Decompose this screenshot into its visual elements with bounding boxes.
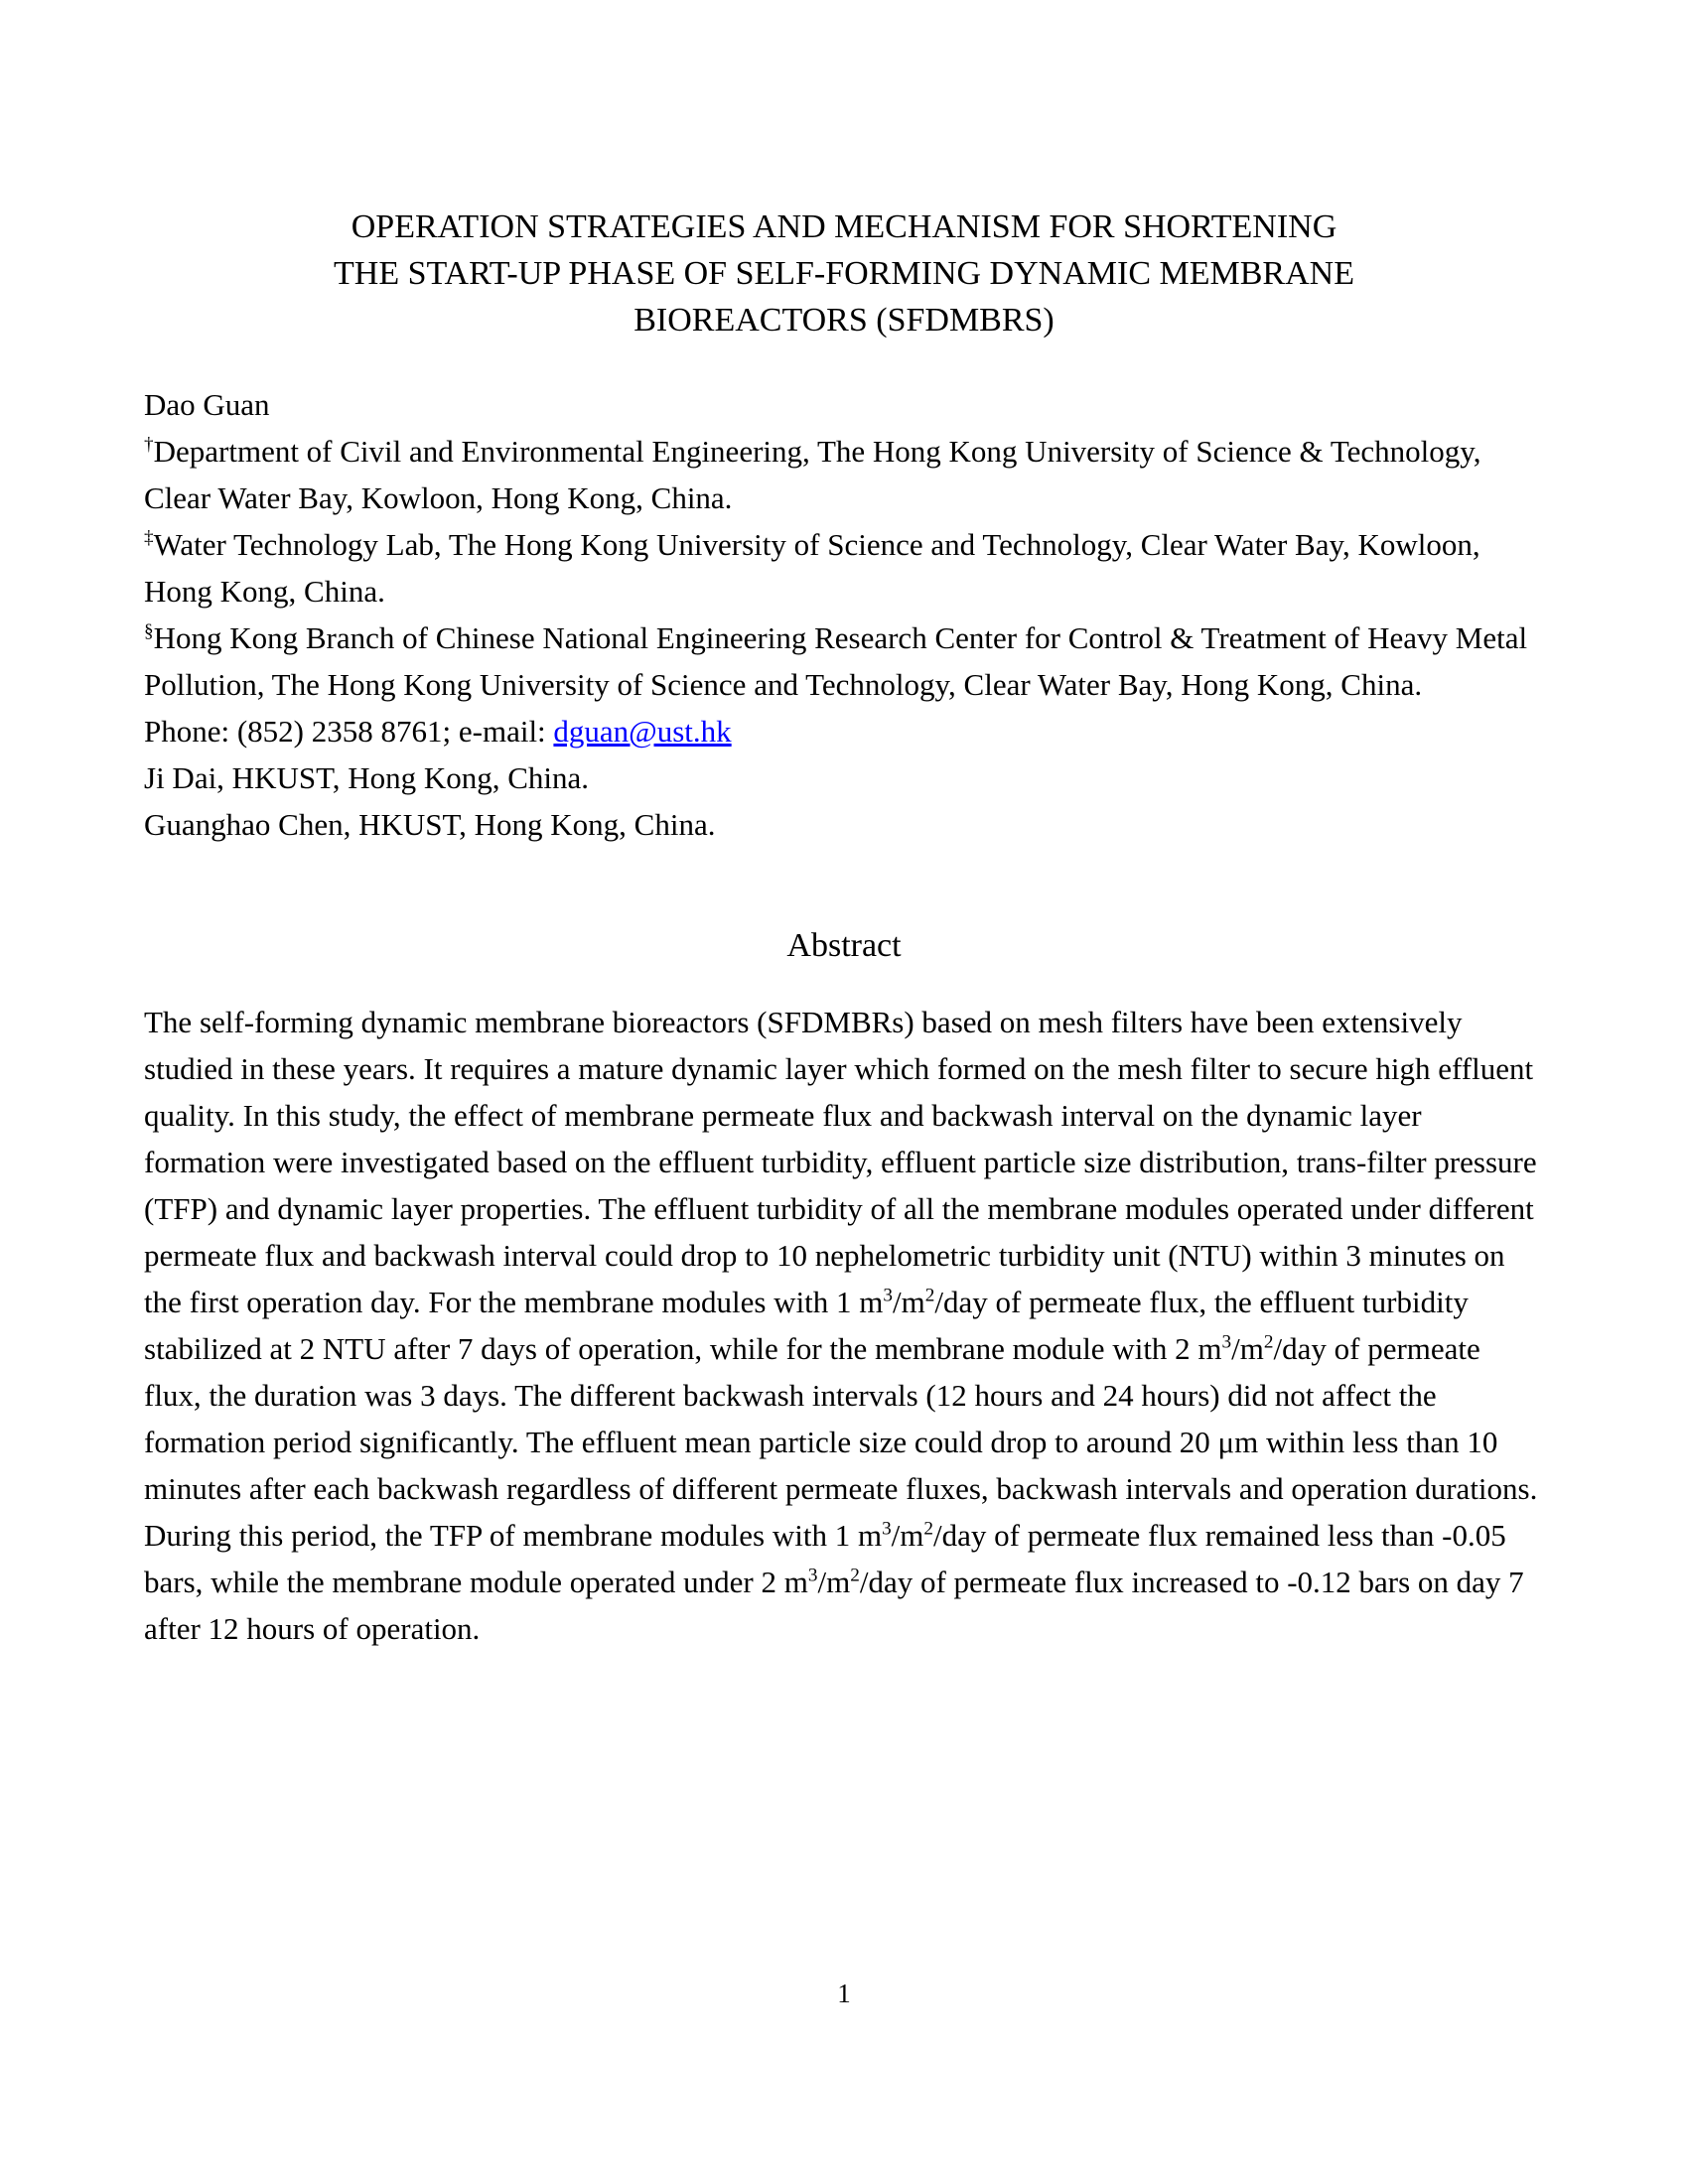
affiliation-3 xyxy=(144,614,1544,708)
abstract-paragraph: The self-forming dynamic membrane bioreactors (SFDMBRs) based on mesh filters have been extensively studied in these years. It requires a mature dynamic layer which formed on the mesh filter to secure high effluent quality. In this study, the effect of membrane permeate flux and backwash interval on the dynamic layer formation were investigated based on the effluent turbidity, effluent particle size distribution, trans-filter pressure (TFP) and dynamic layer properties. The effluent turbidity of all the membrane modules operated under different permeate flux and backwash interval could drop to 10 nephelometric turbidity unit (NTU) within 3 minutes on the first operation day. For the membrane modules with 1 $m^3/m^2$/day of permeate flux, the effluent turbidity stabilized at 2 NTU after 7 days of operation, while for the membrane module with 2 $m^3/m^2$/day of permeate flux, the duration was 3 days. The different backwash intervals (12 hours and 24 hours) did not affect the formation period significantly. The effluent mean particle size could drop to around 20 μm within less than 10 minutes after each backwash regardless of different permeate fluxes, backwash intervals and operation durations. During this period, the TFP of membrane modules with 1 $m^3/m^2$/day of permeate flux remained less than -0.05 bars, while the membrane module operated under 2 $m^3/m^2$/day of permeate flux increased to -0.12 bars on day 7 after 12 hours of operation. xyxy=(144,1005,1538,1646)
superscript: 3 xyxy=(883,1285,894,1306)
abstract-heading: Abstract xyxy=(786,927,902,964)
superscript: 3 xyxy=(882,1518,892,1540)
page-number: 1 xyxy=(837,1979,851,2008)
superscript: 3 xyxy=(1221,1331,1232,1353)
title-line-1: OPERATION STRATEGIES AND MECHANISM FOR SHORTENING xyxy=(351,208,1337,245)
affiliation-2 xyxy=(144,521,1544,614)
coauthor-line-1: Ji Dai, HKUST, Hong Kong, China. xyxy=(144,760,590,795)
paper-title xyxy=(144,204,1544,343)
title-line-2: THE START-UP PHASE OF SELF-FORMING DYNAMIC MEMBRANE xyxy=(334,255,1354,292)
superscript: 2 xyxy=(924,1285,935,1306)
contact-line xyxy=(144,708,1544,754)
lead-author-name: Dao Guan xyxy=(144,387,270,422)
phone-email-label: Phone: (852) 2358 8761; e-mail: xyxy=(144,714,554,749)
superscript: 3 xyxy=(807,1565,818,1586)
email-link[interactable]: dguan@ust.hk xyxy=(553,714,732,749)
superscript: 2 xyxy=(1263,1331,1274,1353)
superscript: 2 xyxy=(923,1518,934,1540)
author-block xyxy=(144,381,1544,848)
section-sign-marker: § xyxy=(144,620,154,642)
superscript: 2 xyxy=(850,1565,860,1586)
affiliation-1 xyxy=(144,428,1544,521)
title-line-3: BIOREACTORS (SFDMBRS) xyxy=(633,302,1055,339)
coauthor-line-2: Guanghao Chen, HKUST, Hong Kong, China. xyxy=(144,807,716,842)
affiliation-3-text: Hong Kong Branch of Chinese National Engineering Research Center for Control & Treatment of Heavy Metal Pollution, The Hong Kong University of Science and Technology, Clear Water Bay, Hong Kong, China. xyxy=(144,620,1528,702)
affiliation-1-text: Department of Civil and Environmental Engineering, The Hong Kong University of Science & Technology, Clear Water Bay, Kowloon, Hong Kong, China. xyxy=(144,434,1481,515)
double-dagger-marker: ‡ xyxy=(144,527,154,549)
affiliation-2-text: Water Technology Lab, The Hong Kong University of Science and Technology, Clear Water Bay, Kowloon, Hong Kong, China. xyxy=(144,527,1480,609)
dagger-marker: † xyxy=(144,434,154,456)
